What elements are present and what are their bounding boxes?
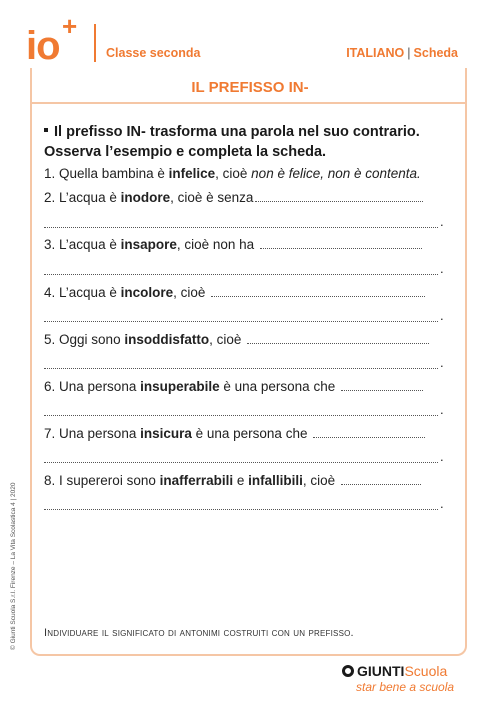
target-word: insuperabile <box>140 379 220 394</box>
target-word: infelice <box>168 166 216 181</box>
title-divider <box>32 102 465 104</box>
answer-blank[interactable] <box>211 285 425 297</box>
publisher-tagline: star bene a scuola <box>356 680 455 694</box>
sheet-type: Scheda <box>413 46 458 60</box>
giunti-g-icon <box>342 665 354 677</box>
answer-line[interactable] <box>44 461 438 463</box>
subject-separator: | <box>407 46 411 60</box>
target-word: inafferrabili <box>159 473 234 488</box>
instruction-line-1: Il prefisso IN- trasforma una parola nel suo contrario. <box>44 122 420 142</box>
exercise-item-1: 1. Quella bambina è infelice, cioè non è felice, non è contenta. <box>44 166 421 181</box>
instructions <box>44 122 420 162</box>
logo-io: io <box>26 24 60 68</box>
exercise-item-2: 2. L’acqua è inodore, cioè è senza <box>44 190 423 205</box>
line-period: . <box>440 355 444 370</box>
class-label: Classe seconda <box>106 46 201 60</box>
answer-line[interactable] <box>44 508 438 510</box>
target-word: incolore <box>120 285 174 300</box>
answer-blank[interactable] <box>260 237 422 249</box>
exercise-item-7: 7. Una persona insicura è una persona che <box>44 426 425 441</box>
answer-blank[interactable] <box>341 473 421 485</box>
line-period: . <box>440 308 444 323</box>
answer-line[interactable] <box>44 273 438 275</box>
answer-blank[interactable] <box>247 332 429 344</box>
answer-blank[interactable] <box>313 426 425 438</box>
exercise-item-8: 8. I supereroi sono inafferrabili e infallibili, cioè <box>44 473 421 488</box>
answer-blank[interactable] <box>341 379 423 391</box>
target-word: insoddisfatto <box>124 332 210 347</box>
copyright-notice: © Giunti Scuola S.r.l. Firenze – La Vita Scolastica 4 | 2020 <box>10 482 17 650</box>
exercise-item-5: 5. Oggi sono insoddisfatto, cioè <box>44 332 429 347</box>
line-period: . <box>440 261 444 276</box>
line-period: . <box>440 496 444 511</box>
bullet-icon <box>44 128 48 132</box>
publisher-logo: GIUNTIScuola <box>342 663 447 679</box>
answer-line[interactable] <box>44 414 438 416</box>
answer-line[interactable] <box>44 320 438 322</box>
subject-label <box>346 46 458 60</box>
logo-plus-icon: + <box>62 11 78 41</box>
exercise-item-3: 3. L’acqua è insapore, cioè non ha <box>44 237 422 252</box>
subject-name: ITALIANO <box>346 46 405 60</box>
instruction-line-2: Osserva l’esempio e completa la scheda. <box>44 144 327 160</box>
line-period: . <box>440 449 444 464</box>
answer-blank[interactable] <box>255 190 423 202</box>
header-divider <box>94 24 96 62</box>
line-period: . <box>440 214 444 229</box>
target-word: inodore <box>120 190 171 205</box>
learning-objective: Individuare il significato di antonimi costruiti con un prefisso. <box>44 627 354 639</box>
target-word-2: infallibili <box>248 473 303 488</box>
page-title: IL PREFISSO IN- <box>191 79 309 96</box>
answer-line[interactable] <box>44 367 438 369</box>
answer-line[interactable] <box>44 226 438 228</box>
target-word: insapore <box>120 237 177 252</box>
example-answer: non è felice, non è contenta. <box>251 166 421 181</box>
exercise-item-6: 6. Una persona insuperabile è una persona che <box>44 379 423 394</box>
target-word: insicura <box>140 426 192 441</box>
exercise-item-4: 4. L’acqua è incolore, cioè <box>44 285 425 300</box>
line-period: . <box>440 402 444 417</box>
